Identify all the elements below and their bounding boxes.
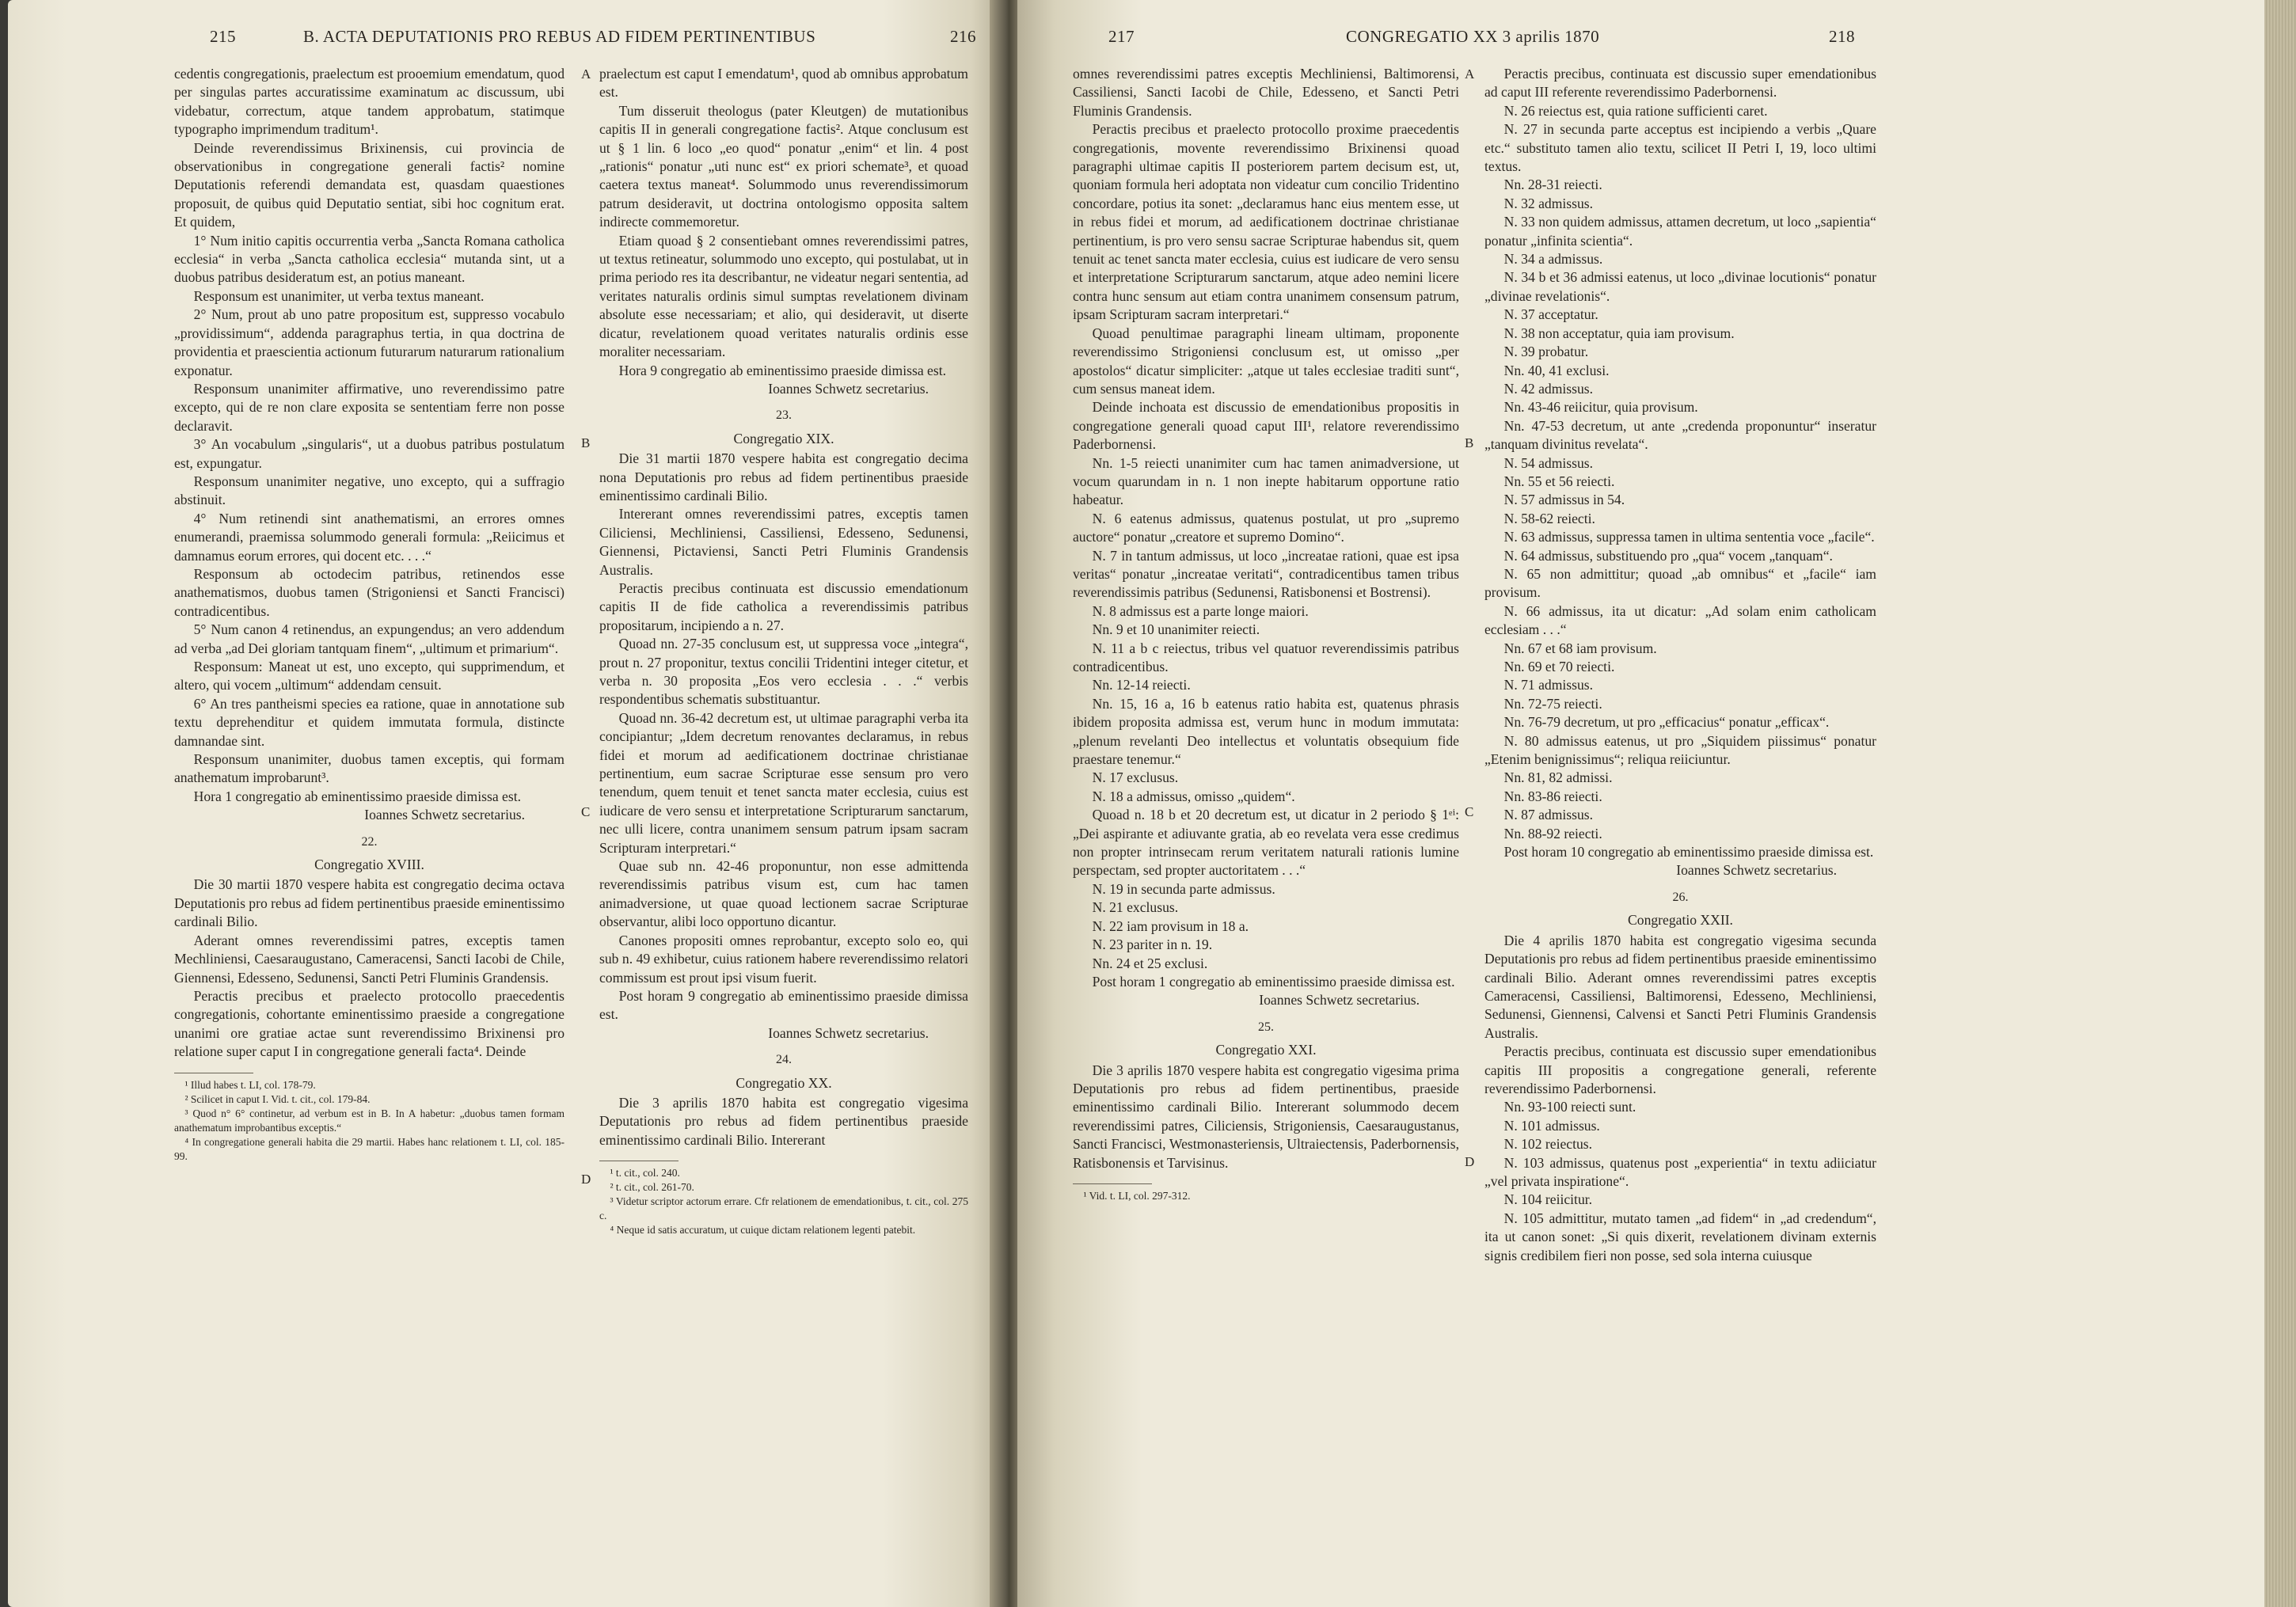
paragraph: Nn. 55 et 56 reiecti. (1503, 473, 1615, 489)
paragraph: Nn. 88-92 reiecti. (1503, 825, 1602, 841)
paragraph: cedentis congregationis, praelectum est prooemium emendatum, quod per singulas partes accuratissime examinatum ac discussum, ubi videbatur, correctum, atque tandem approbatum, statimque typographo imprimendum traditum¹. (174, 66, 564, 138)
footnote-rule (1073, 1183, 1152, 1184)
paragraph: Etiam quoad § 2 consentiebant omnes reverendissimi patres, ut textus retineatur, solummodo uno excepto, qui postulabat, ut in prima periodo res ita describantur, ne videatur negari sententia, ad veritates naturalis ordinis simul sumptas revelationem divinam absolute esse necessariam; et alio, qui desideravit, ut diserte dicatur, revelationem quoad veritates naturalis ordinis esse moraliter necessariam. (599, 232, 968, 360)
paragraph: Responsum: Maneat ut est, uno excepto, qui supprimendum, et altero, qui vocem „ultimum“ addendam censuit. (174, 659, 564, 693)
margin-marker-b-right: B (1465, 435, 1474, 450)
paragraph: N. 58-62 reiecti. (1503, 510, 1595, 526)
paragraph: Die 4 aprilis 1870 habita est congregatio vigesima secunda Deputationis pro rebus ad fidem pertinentibus praeside eminentissimo cardinali Bilio. Aderant omnes reverendissimi patres exceptis Cameracensi, Cassiliensi, Baltimorensi, Edesseno, Mechliniensi, Sedunensi, Giennensi, Calvensi et Sancti Petri Fluminis Grandensis Australis. (1484, 932, 1876, 1041)
running-title-left: B. ACTA DEPUTATIONIS PRO REBUS AD FIDEM PERTINENTIBUS (303, 27, 816, 46)
footnote: ³ Quod n° 6° continetur, ad verbum est in B. In A habetur: „duobus tamen formam anathematum improbantibus exceptis.“ (174, 1107, 564, 1134)
paragraph: Peractis precibus et praelecto protocollo proxime praecedentis congregationis, movente reverendissimo Brixinensi quoad paragraphi ultimae capitis II posteriorem partem decisum est, ut, quoniam formula heri adoptata non videatur cum concilio Tridentino concordare, potius ita sonet: „declaramus hanc eius mentem esse, ut in rebus fidei et morum, ad aedificationem doctrinae christianae pertinentium, is pro vero sensu sacrae Scripturae habendus sit, quem tenuit ac tenet sancta mater ecclesia, cuius est iudicare de vero sensu et interpretatione Scripturarum sanctarum, atque adeo nemini licere contra hunc sensum aut etiam contra unanimem consensum patrum, ipsam Scripturam sacram interpretari.“ (1073, 121, 1459, 323)
paragraph: Nn. 72-75 reiecti. (1503, 695, 1602, 712)
paragraph: N. 23 pariter in n. 19. (1092, 936, 1213, 953)
section-number: 24. (776, 1053, 792, 1067)
paragraph: Hora 9 congregatio ab eminentissimo praeside dimissa est. (618, 362, 946, 378)
paragraph: N. 87 admissus. (1503, 807, 1594, 823)
paragraph: Responsum ab octodecim patribus, retinendos esse anathematismos, duobus tamen (Strigoniensi et Sancti Francisci) contradicentibus. (174, 565, 564, 619)
page-number-216: 216 (950, 27, 976, 46)
margin-marker-a: A (581, 66, 591, 82)
section-number: 25. (1258, 1020, 1274, 1034)
paragraph: Nn. 1-5 reiecti unanimiter cum hac tamen animadversione, ut vocum quarundam in n. 1 non inepte habitarum opportune ratio habeatur. (1073, 454, 1459, 508)
paragraph: Tum disseruit theologus (pater Kleutgen) de mutationibus capitis II in generali congregatione factis². Atque conclusum est ut § 1 lin. 6 loco „eo quod“ ponatur „enim“ et lin. 4 post „rationis“ ponatur „uti nunc est“ ex priori schemate³, et quoad caetera textus maneat⁴. Solummodo unus reverendissimorum patrum desideravit, ut doctrina ontologismo opposita saltem indirecte commemoretur. (599, 102, 968, 230)
paragraph: Nn. 76-79 decretum, ut pro „efficacius“ ponatur „efficax“. (1503, 714, 1830, 731)
paragraph: Responsum unanimiter affirmative, uno reverendissimo patre excepto, qui de re non clare exposita se sententiam ferre non posse declaravit. (174, 380, 564, 434)
margin-marker-d: D (581, 1172, 591, 1187)
secretary-signature: Ioannes Schwetz secretarius. (768, 380, 929, 397)
paragraph: Peractis precibus, continuata est discussio super emendationibus capitis III propositis a congregatione generali, referente reverendissimo Paderbornensi. (1484, 1043, 1876, 1096)
paragraph: 4° Num retinendi sint anathematismi, an errores omnes enumerandi, praemissa solummodo generali formula: „Reiicimus et damnamus eorum errores, qui docent etc. . . .“ (174, 510, 564, 564)
paragraph: Responsum unanimiter, duobus tamen exceptis, qui formam anathematum improbarunt³. (174, 751, 564, 786)
paragraph: Nn. 24 et 25 exclusi. (1092, 955, 1208, 971)
paragraph: N. 39 probatur. (1503, 344, 1589, 360)
section-heading: Congregatio XXI. (1215, 1042, 1317, 1058)
paragraph: N. 57 admissus in 54. (1503, 492, 1625, 508)
paragraph: Nn. 93-100 reiecti sunt. (1503, 1099, 1636, 1115)
paragraph: N. 66 admissus, ita ut dicatur: „Ad solam enim catholicam ecclesiam . . .“ (1484, 602, 1876, 638)
paragraph: omnes reverendissimi patres exceptis Mechliniensi, Baltimorensi, Cassiliensi, Sancti Iacobi de Chile, Edesseno, et Sancti Petri Fluminis Grandensis. (1073, 66, 1459, 119)
paragraph: N. 32 admissus. (1503, 195, 1594, 211)
paragraph: Die 3 aprilis 1870 habita est congregatio vigesima Deputationis pro rebus ad fidem pertinentibus praeside eminentissimo cardinali Bilio. Intererant (599, 1094, 968, 1148)
paragraph: Quoad n. 18 b et 20 decretum est, ut dicatur in 2 periodo § 1ᵉⁱ: „Dei aspirante et adiuvante gratia, ab eo revelata vera esse credimus non propter intrinsecam rerum veritatem naturali rationis lumine perspectam, sed propter auctoritatem . . .“ (1073, 807, 1459, 879)
paragraph: N. 8 admissus est a parte longe maiori. (1092, 602, 1309, 619)
paragraph: Die 3 aprilis 1870 vespere habita est congregatio vigesima prima Deputationis pro rebus ad fidem pertinentibus, praeside eminentissimo cardinali Bilio. Intererant solummodo decem reverendissimi patres, Ciliciensis, Strigoniensis, Caesaraugustanus, Sancti Francisci, Westmonasteriensis, Ultraiectensis, Paderbornensis, Ratisbonensis et Tarvisinus. (1073, 1062, 1459, 1171)
footnote: ¹ t. cit., col. 240. (610, 1167, 680, 1180)
paragraph: Peractis precibus continuata est discussio emendationum capitis II de fide catholica a reverendissimis patribus propositarum, incipiendo a n. 27. (599, 579, 968, 633)
paragraph: N. 19 in secunda parte admissus. (1092, 880, 1275, 897)
section-number: 22. (361, 834, 378, 849)
paragraph: Nn. 40, 41 exclusi. (1503, 362, 1610, 378)
section-heading: Congregatio XVIII. (314, 857, 424, 873)
left-column-1 (174, 65, 564, 1164)
paragraph: Post horam 9 congregatio ab eminentissimo praeside dimissa est. (599, 987, 968, 1023)
footnotes (174, 1078, 564, 1164)
paragraph: N. 71 admissus. (1503, 677, 1594, 693)
paragraph: Canones propositi omnes reprobantur, excepto solo eo, qui sub n. 49 exhibetur, cuius rationem habere reverendissimo relatori commissum est prout ipsi visum fuerit. (599, 932, 968, 986)
paragraph: N. 65 non admittitur; quoad „ab omnibus“ et „facile“ iam provisum. (1484, 565, 1876, 601)
paragraph: N. 22 iam provisum in 18 a. (1092, 917, 1249, 934)
paragraph: Nn. 15, 16 a, 16 b eatenus ratio habita est, quatenus phrasis ibidem proposita admissa est, verum hunc in modum immutata: „plenum revelanti Deo intellectus et voluntatis obsequium fide praestare tenemur.“ (1073, 695, 1459, 768)
paragraph: Quae sub nn. 42-46 proponuntur, non esse admittenda reverendissimis patribus visum est, cum hac tamen animadversione, ut quae quoad lectionem sacrae Scripturae observantur, alibi loco opportuno dicantur. (599, 858, 968, 930)
paragraph: N. 105 admittitur, mutato tamen „ad fidem“ in „ad credendum“, ita ut canon sonet: „Si quis dixerit, revelationem divinam externis signis credibilem fieri non posse, sed sola interna cuiusque (1484, 1210, 1876, 1263)
paragraph: N. 80 admissus eatenus, ut pro „Siquidem piissimus“ ponatur „Etenim benignissimus“; reliqua reiiciuntur. (1484, 732, 1876, 768)
footnote: ² t. cit., col. 261-70. (610, 1181, 694, 1194)
footnote: ³ Videtur scriptor actorum errare. Cfr relationem de emendationibus, t. cit., col. 275 c. (599, 1195, 968, 1222)
paragraph: Nn. 47-53 decretum, ut ante „credenda proponuntur“ inseratur „tanquam divinitus revelata“. (1484, 417, 1876, 453)
paragraph: N. 42 admissus. (1503, 380, 1594, 397)
paragraph: Nn. 69 et 70 reiecti. (1503, 659, 1615, 674)
paragraph: N. 101 admissus. (1503, 1117, 1600, 1134)
paragraph: N. 102 reiectus. (1503, 1136, 1593, 1153)
paragraph: N. 63 admissus, suppressa tamen in ultima sententia voce „facile“. (1503, 529, 1875, 545)
footnote: ² Scilicet in caput I. Vid. t. cit., col. 179-84. (184, 1092, 371, 1105)
paragraph: N. 37 acceptatur. (1503, 306, 1598, 323)
paragraph: Nn. 43-46 reiicitur, quia provisum. (1503, 399, 1698, 416)
paragraph: Die 31 martii 1870 vespere habita est congregatio decima nona Deputationis pro rebus ad fidem pertinentibus praeside eminentissimo cardinali Bilio. (599, 450, 968, 503)
paragraph: N. 103 admissus, quatenus post „experientia“ in textu adiiciatur „vel privata inspiratione“. (1484, 1154, 1876, 1189)
footnotes (599, 1166, 968, 1237)
paragraph: Post horam 1 congregatio ab eminentissimo praeside dimissa est. (1092, 973, 1455, 990)
paragraph: 3° An vocabulum „singularis“, ut a duobus patribus postulatum est, expungatur. (174, 436, 564, 471)
footnote: ¹ Vid. t. LI, col. 297-312. (1083, 1189, 1191, 1202)
paragraph: N. 34 a admissus. (1503, 251, 1603, 268)
paragraph: N. 18 a admissus, omisso „quidem“. (1092, 788, 1295, 804)
paragraph: N. 27 in secunda parte acceptus est incipiendo a verbis „Quare etc.“ substituto tamen alio textu, scilicet II Petri I, 19, loco ultimi textus. (1484, 121, 1876, 175)
margin-marker-d-right: D (1465, 1154, 1475, 1169)
paragraph: N. 26 reiectus est, quia ratione sufficienti caret. (1503, 102, 1768, 119)
footnote: ⁴ Neque id satis accuratum, ut cuique dictam relationem legenti patebit. (610, 1224, 916, 1237)
margin-marker-a-right: A (1465, 66, 1475, 82)
paragraph: Quoad nn. 36-42 decretum est, ut ultimae paragraphi verba ita concipiantur; „Idem decretum renovantes declaramus, in rebus fidei et morum ad aedificationem doctrinae christianae pertinentium, eum sacrae Scripturae esse sensum pro vero tenendum, quem tenuit et tenet sancta mater ecclesia, cuius est iudicare de vero sensu et interpretatione Scripturarum sanctarum, nec ulli licere, contra unanimem sensum patrum ipsam sacram Scripturam interpretari.“ (599, 709, 968, 856)
page-number-217: 217 (1108, 27, 1135, 46)
section-number: 26. (1672, 890, 1689, 904)
paragraph: N. 11 a b c reiectus, tribus vel quatuor reverendissimis patribus contradicentibus. (1073, 640, 1459, 674)
footnotes (1073, 1189, 1459, 1203)
secretary-signature: Ioannes Schwetz secretarius. (1259, 992, 1420, 1009)
footnote: ⁴ In congregatione generali habita die 29 martii. Habes hanc relationem t. LI, col. 185-99. (174, 1135, 564, 1162)
paragraph: Die 30 martii 1870 vespere habita est congregatio decima octava Deputationis pro rebus ad fidem pertinentibus praeside eminentissimo cardinali Bilio. (174, 876, 565, 930)
footnote: ¹ Illud habes t. LI, col. 178-79. (184, 1078, 316, 1091)
paragraph: N. 17 exclusus. (1092, 769, 1179, 786)
margin-marker-c-right: C (1465, 804, 1474, 819)
secretary-signature: Ioannes Schwetz secretarius. (1676, 862, 1837, 879)
section-heading: Congregatio XIX. (733, 430, 834, 446)
paragraph: Deinde reverendissimus Brixinensis, cui provincia de observationibus in congregatione generali factis² nomine Deputationis referendi demandata est, quasdam quaestiones proposuit, de quibus quid Deputatio sentiat, sibi hoc cognitum erat. Et quidem, (174, 139, 564, 230)
section-heading: Congregatio XX. (736, 1074, 832, 1091)
paragraph: Nn. 67 et 68 iam provisum. (1503, 640, 1657, 656)
paragraph: N. 34 b et 36 admissi eatenus, ut loco „divinae locutionis“ ponatur „divinae revelationis“. (1484, 269, 1876, 304)
paragraph: Aderant omnes reverendissimi patres, exceptis tamen Mechliniensi, Caesaraugustano, Cameracensi, Sancti Iacobi de Chile, Giennensi, Edesseno, Sedunensi, Sancti Petri Fluminis Grandensis. (174, 932, 564, 986)
paragraph: 5° Num canon 4 retinendus, an expungendus; an vero addendum ad verba „ad Dei gloriam tantquam finem“, „ultimum et primarium“. (174, 621, 564, 656)
paragraph: Nn. 9 et 10 unanimiter reiecti. (1092, 621, 1260, 638)
book-page-edges (2264, 0, 2296, 1607)
right-page (1017, 0, 2264, 1607)
right-column-2 (1484, 65, 1876, 1265)
paragraph: Peractis precibus et praelecto protocollo praecedentis congregationis, cohortante eminentissimo praeside a congregatione unanimi ore gratiae actae sunt reverendissimo Brixinensi pro relatione super caput I in congregatione generali facta⁴. Deinde (174, 987, 564, 1060)
paragraph: N. 54 admissus. (1503, 454, 1594, 471)
paragraph: Responsum est unanimiter, ut verba textus maneant. (193, 287, 485, 304)
right-column-1 (1073, 65, 1459, 1203)
paragraph: N. 64 admissus, substituendo pro „qua“ vocem „tanquam“. (1503, 547, 1833, 564)
margin-marker-c: C (581, 804, 591, 819)
paragraph: praelectum est caput I emendatum¹, quod ab omnibus approbatum est. (599, 66, 968, 101)
paragraph: Quoad penultimae paragraphi lineam ultimam, proponente reverendissimo Strigoniensi conclusum est, ut omisso „per apostolos“ dicatur simpliciter: „atque ut tales ecclesiae traditi sunt“, cum sensus maneat idem. (1073, 325, 1459, 397)
paragraph: Responsum unanimiter negative, uno excepto, qui a suffragio abstinuit. (174, 473, 564, 508)
left-page (8, 0, 1002, 1607)
paragraph: Hora 1 congregatio ab eminentissimo praeside dimissa est. (193, 788, 521, 804)
section-heading: Congregatio XXII. (1628, 912, 1733, 929)
paragraph: Post horam 10 congregatio ab eminentissimo praeside dimissa est. (1503, 844, 1874, 860)
paragraph: Quoad nn. 27-35 conclusum est, ut suppressa voce „integra“, prout n. 27 proponitur, textus concilii Tridentini integer citetur, et verba n. 30 proposita „Eos vero ecclesia . . .“ verbis respondentibus schematis substituantur. (599, 636, 968, 708)
page-number-215: 215 (210, 27, 236, 46)
paragraph: Deinde inchoata est discussio de emendationibus propositis in congregatione generali quoad caput III¹, relatore reverendissimo Paderbornensi. (1073, 399, 1459, 453)
paragraph: Nn. 28-31 reiecti. (1503, 177, 1602, 193)
paragraph: N. 7 in tantum admissus, ut loco „increatae rationi, quae est ipsa veritas“ ponatur „increatae veritati“, contradicentibus tamen tribus reverendissimis patribus (Sedunensi, Ratisbonensi et Bostrensi). (1073, 547, 1459, 601)
page-number-218: 218 (1829, 27, 1855, 46)
paragraph: 2° Num, prout ab uno patre propositum est, suppresso vocabulo „providissimum“, addenda paragraphus tertia, in qua doctrina de providentia et praescientia actionum futurarum naturarum rationalium exponatur. (174, 306, 564, 378)
paragraph: Nn. 12-14 reiecti. (1092, 677, 1191, 693)
paragraph: N. 104 reiicitur. (1503, 1191, 1593, 1208)
paragraph: N. 21 exclusus. (1092, 899, 1179, 916)
margin-marker-b: B (581, 435, 591, 450)
paragraph: Nn. 81, 82 admissi. (1503, 769, 1613, 786)
secretary-signature: Ioannes Schwetz secretarius. (768, 1024, 929, 1041)
paragraph: Nn. 83-86 reiecti. (1503, 788, 1602, 804)
paragraph: 1° Num initio capitis occurrentia verba „Sancta Romana catholica ecclesia“ in verba „Sancta catholica ecclesia“ mutanda sint, ut a duobus patribus desideratum est, an potius maneant. (174, 232, 564, 286)
paragraph: 6° An tres pantheismi species ea ratione, quae in annotatione sub textu deprehenditur et quidem immutata formula, distincte damnandae sint. (174, 695, 564, 749)
paragraph: N. 33 non quidem admissus, attamen decretum, ut loco „sapientia“ ponatur „infinita scientia“. (1484, 214, 1876, 249)
paragraph: N. 38 non acceptatur, quia iam provisum. (1503, 325, 1735, 341)
section-number: 23. (776, 408, 792, 423)
secretary-signature: Ioannes Schwetz secretarius. (364, 807, 525, 823)
paragraph: Intererant omnes reverendissimi patres, exceptis tamen Ciliciensi, Mechliniensi, Cassiliensi, Edesseno, Sedunensi, Giennensi, Pictaviensi, Sancti Petri Fluminis Grandensis Australis. (599, 506, 968, 578)
paragraph: N. 6 eatenus admissus, quatenus postulat, ut pro „supremo auctore“ ponatur „creatore et supremo Domino“. (1073, 510, 1459, 545)
paragraph: Peractis precibus, continuata est discussio super emendationibus ad caput III referente reverendissimo Paderbornensi. (1484, 66, 1876, 101)
left-column-2 (599, 65, 968, 1237)
running-title-right: CONGREGATIO XX 3 aprilis 1870 (1346, 27, 1600, 46)
